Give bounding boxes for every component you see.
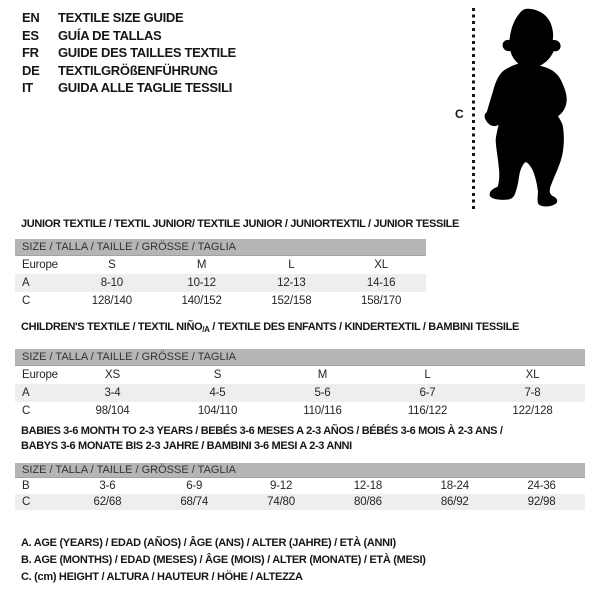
table-cell: 62/68 xyxy=(93,496,122,508)
babies-table-title xyxy=(21,424,503,454)
language-row-en xyxy=(22,9,236,27)
table-row xyxy=(15,366,585,384)
language-code: FR xyxy=(22,45,39,60)
table-cell: 92/98 xyxy=(527,496,556,508)
table-row xyxy=(15,402,585,420)
children-table-title xyxy=(21,321,519,334)
table-cell: 152/158 xyxy=(271,295,312,307)
size-header-bar xyxy=(15,239,426,256)
language-label: GUÍA DE TALLAS xyxy=(58,27,162,43)
table-cell: 6-9 xyxy=(186,480,203,492)
row-label: Europe xyxy=(22,259,58,271)
table-cell: 140/152 xyxy=(181,295,222,307)
table-cell: M xyxy=(196,259,207,271)
toddler-silhouette-figure xyxy=(478,5,596,213)
table-cell: 68/74 xyxy=(180,496,209,508)
row-label: C xyxy=(22,405,31,417)
table-row xyxy=(15,292,426,310)
babies-size-table xyxy=(15,463,585,510)
table-cell: S xyxy=(108,259,116,271)
size-header-bar xyxy=(15,349,585,366)
size-header-label: SIZE / TALLA / TAILLE / GRÖSSE / TAGLIA xyxy=(22,464,236,476)
height-measure-label: C xyxy=(455,107,464,121)
row-label: Europe xyxy=(22,369,58,381)
table-cell: 8-10 xyxy=(100,277,123,289)
children-size-table xyxy=(15,349,585,420)
table-cell: L xyxy=(288,259,295,271)
size-header-label: SIZE / TALLA / TAILLE / GRÖSSE / TAGLIA xyxy=(22,351,236,363)
table-cell: 74/80 xyxy=(267,496,295,508)
table-cell: 80/86 xyxy=(354,496,382,508)
table-cell: 10-12 xyxy=(187,277,216,289)
legend-line-c: C. (cm) HEIGHT / ALTURA / HAUTEUR / HÖHE / ALTEZZA xyxy=(21,571,303,583)
size-header-label: SIZE / TALLA / TAILLE / GRÖSSE / TAGLIA xyxy=(22,241,236,253)
language-label: GUIDE DES TAILLES TEXTILE xyxy=(58,45,236,60)
table-cell: 12-13 xyxy=(277,277,306,289)
height-measure-dashed-line xyxy=(472,8,475,210)
table-cell: 18-24 xyxy=(440,480,469,492)
measurement-legend xyxy=(21,535,426,586)
junior-size-table xyxy=(15,239,426,310)
row-label: C xyxy=(22,295,31,307)
table-cell: 12-18 xyxy=(353,480,383,492)
table-cell: XL xyxy=(525,369,540,381)
table-cell: 5-6 xyxy=(314,387,331,399)
table-row xyxy=(15,478,585,494)
table-cell: L xyxy=(424,369,431,381)
babies-title-line2: BABYS 3-6 MONATE BIS 2-3 JAHRE / BAMBINI 3-6 MESI A 2-3 ANNI xyxy=(21,440,352,452)
junior-table-title: JUNIOR TEXTILE / TEXTIL JUNIOR/ TEXTILE JUNIOR / JUNIORTEXTIL / JUNIOR TESSILE xyxy=(21,218,460,230)
table-cell: 14-16 xyxy=(366,277,396,289)
table-cell: 86/92 xyxy=(440,496,469,508)
row-label: C xyxy=(22,496,31,508)
toddler-silhouette-icon xyxy=(478,5,596,213)
language-row-de xyxy=(22,62,236,80)
table-cell: 3-6 xyxy=(99,480,116,492)
language-label: TEXTILGRÖßENFÜHRUNG xyxy=(58,62,218,78)
language-code: ES xyxy=(22,27,39,43)
table-cell: 122/128 xyxy=(512,405,553,417)
table-cell: 110/116 xyxy=(303,405,342,417)
language-label: TEXTILE SIZE GUIDE xyxy=(58,10,184,25)
table-cell: 104/110 xyxy=(197,405,238,417)
table-row xyxy=(15,256,426,274)
language-code: DE xyxy=(22,62,40,78)
row-label: A xyxy=(22,277,30,289)
row-label: A xyxy=(22,387,30,399)
table-cell: 24-36 xyxy=(527,480,556,492)
legend-line-a: A. AGE (YEARS) / EDAD (AÑOS) / ÂGE (ANS) / ALTER (JAHRE) / ETÀ (ANNI) xyxy=(21,537,396,549)
table-cell: 6-7 xyxy=(419,387,436,399)
table-row xyxy=(15,384,585,402)
table-cell: 3-4 xyxy=(104,387,121,399)
language-row-it xyxy=(22,79,236,97)
language-label: GUIDA ALLE TAGLIE TESSILI xyxy=(58,80,233,95)
babies-title-line1: BABIES 3-6 MONTH TO 2-3 YEARS / BEBÉS 3-6 MESES A 2-3 AÑOS / BÉBÉS 3-6 MOIS À 2-3 ANS / xyxy=(21,425,503,437)
language-row-es xyxy=(22,27,236,45)
table-cell: M xyxy=(317,369,328,381)
table-cell: 98/104 xyxy=(95,405,130,417)
children-title-pre: CHILDREN'S TEXTILE / TEXTIL NIÑO xyxy=(21,321,203,333)
row-label: B xyxy=(22,480,30,492)
legend-line-b: B. AGE (MONTHS) / EDAD (MESES) / ÂGE (MOIS) / ALTER (MONATE) / ETÀ (MESI) xyxy=(21,554,426,566)
language-title-block xyxy=(22,9,236,97)
language-row-fr xyxy=(22,44,236,62)
language-code: IT xyxy=(22,80,33,95)
size-header-bar xyxy=(15,463,585,478)
table-cell: 7-8 xyxy=(524,387,541,399)
table-cell: S xyxy=(213,369,222,381)
table-row xyxy=(15,274,426,292)
language-code: EN xyxy=(22,10,40,25)
table-cell: XL xyxy=(374,259,388,271)
table-cell: 128/140 xyxy=(91,295,132,307)
children-title-post: / TEXTILE DES ENFANTS / KINDERTEXTIL / BAMBINI TESSILE xyxy=(209,321,519,333)
children-title-sub: /A xyxy=(202,325,210,334)
table-cell: 116/122 xyxy=(407,405,448,417)
table-cell: 158/170 xyxy=(361,295,402,307)
table-cell: 9-12 xyxy=(269,480,293,492)
table-cell: 4-5 xyxy=(209,387,226,399)
table-cell: XS xyxy=(105,369,120,381)
table-row xyxy=(15,494,585,510)
